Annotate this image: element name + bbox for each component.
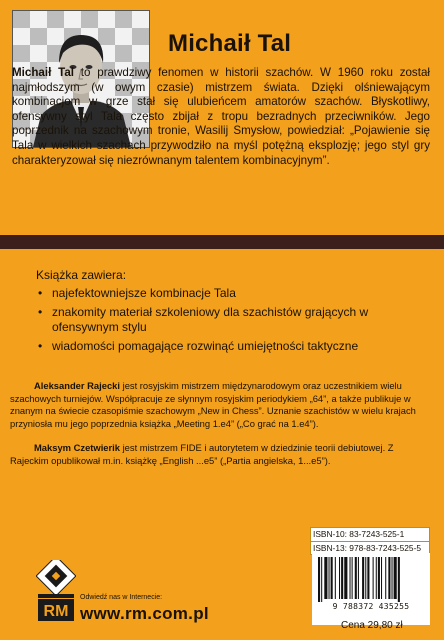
- isbn-10: ISBN-10: 83-7243-525-1: [311, 528, 429, 542]
- barcode-bar: [352, 557, 353, 599]
- author-czetwierik: [10, 442, 434, 467]
- author-name: Maksym Czetwierik: [34, 442, 120, 454]
- author-bio: jest mistrzem FIDE i autorytetem w dziedzinie teorii debiutowej. Z Rajeckim opublikował m.in. książkę „English ...e5” („Partia angielska, 1...e5”).: [10, 442, 394, 466]
- barcode-bar: [344, 557, 347, 599]
- list-item: • najefektowniejsze kombinacje Tala: [36, 286, 416, 302]
- logo-text: RM: [43, 603, 69, 620]
- barcode-bar: [321, 557, 322, 603]
- barcode-bar: [358, 557, 359, 599]
- price-label: Cena 29,80 zł: [341, 620, 403, 631]
- barcode-bar: [367, 557, 369, 599]
- barcode-bar: [331, 557, 333, 599]
- barcode-bar: [339, 557, 340, 599]
- publisher-logo: [36, 560, 76, 624]
- authors-section: [10, 380, 434, 480]
- author-bio: jest rosyjskim mistrzem międzynarodowym oraz uczestnikiem wielu szachowych turniejów. Współpracuje ze słynnym rosyjskim periodykiem „64”, a także publikuje w znanym na świecie czasopiśmie szachowym „New in Chess”. Uznanie szachistów w wielu krajach przyniosła mu jego poprzednia książka „Meeting 1.e4” („Co grać na 1.e4”).: [10, 380, 416, 429]
- isbn-box: [310, 527, 430, 555]
- barcode-bar: [378, 557, 380, 599]
- barcode-bar: [373, 557, 374, 599]
- barcode-bar: [398, 557, 400, 603]
- divider-band: [0, 235, 444, 249]
- barcode-bar: [335, 557, 336, 599]
- barcode-bar: [392, 557, 393, 599]
- book-title: Michaił Tal: [168, 30, 292, 57]
- barcode-bars: [312, 553, 430, 603]
- barcode-bar: [365, 557, 366, 599]
- list-item: • znakomity materiał szkoleniowy dla szachistów grających w ofensywnym stylu: [36, 305, 416, 336]
- bio-paragraph: [12, 66, 430, 168]
- barcode-bar: [318, 557, 320, 603]
- barcode-bar: [329, 557, 330, 599]
- rm-logo-icon: [36, 560, 76, 624]
- barcode-bar: [355, 557, 357, 599]
- barcode: [312, 553, 430, 625]
- barcode-bar: [388, 557, 390, 599]
- contents-heading: Książka zawiera:: [36, 268, 127, 282]
- author-name: Aleksander Rajecki: [34, 380, 120, 391]
- barcode-bar: [362, 557, 364, 599]
- bio-name: Michaił Tal: [12, 66, 74, 79]
- bio-text: to prawdziwy fenomen w historii szachów. W 1960 roku został najmłodszym (w owym czasie) mistrzem świata. Dzięki olśniewającym kombinacjom w grze stał się ulubieńcem amatorów szachów. Błyskotliwy, ofensywny styl Tala często zbijał z tropu bezradnych przeciwników. Jego poprzednik na szachowym tronie, Wasilij Smysłow, powiedział: „Pojawienie się Tala w wielkich szachach przywodziło na myśl potężną eksplozję; jego styl gry charakteryzował się niezrównanym talentem kombinacyjnym”.: [12, 66, 430, 167]
- barcode-bar: [341, 557, 343, 599]
- visit-label: Odwiedź nas w Internecie:: [80, 594, 163, 601]
- contents-list: [36, 286, 416, 357]
- publisher-url: www.rm.com.pl: [80, 604, 209, 623]
- isbn-13: ISBN-13: 978-83-7243-525-5: [313, 542, 422, 553]
- author-rajecki: [10, 380, 434, 430]
- barcode-bar: [381, 557, 382, 599]
- barcode-bar: [350, 557, 351, 599]
- barcode-digits: 9 788372 435255: [312, 602, 430, 611]
- barcode-bar: [376, 557, 377, 599]
- barcode-bar: [394, 557, 397, 599]
- barcode-bar: [385, 557, 386, 599]
- list-item: • wiadomości pomagające rozwinąć umiejętności taktyczne: [36, 339, 416, 355]
- barcode-bar: [324, 557, 327, 599]
